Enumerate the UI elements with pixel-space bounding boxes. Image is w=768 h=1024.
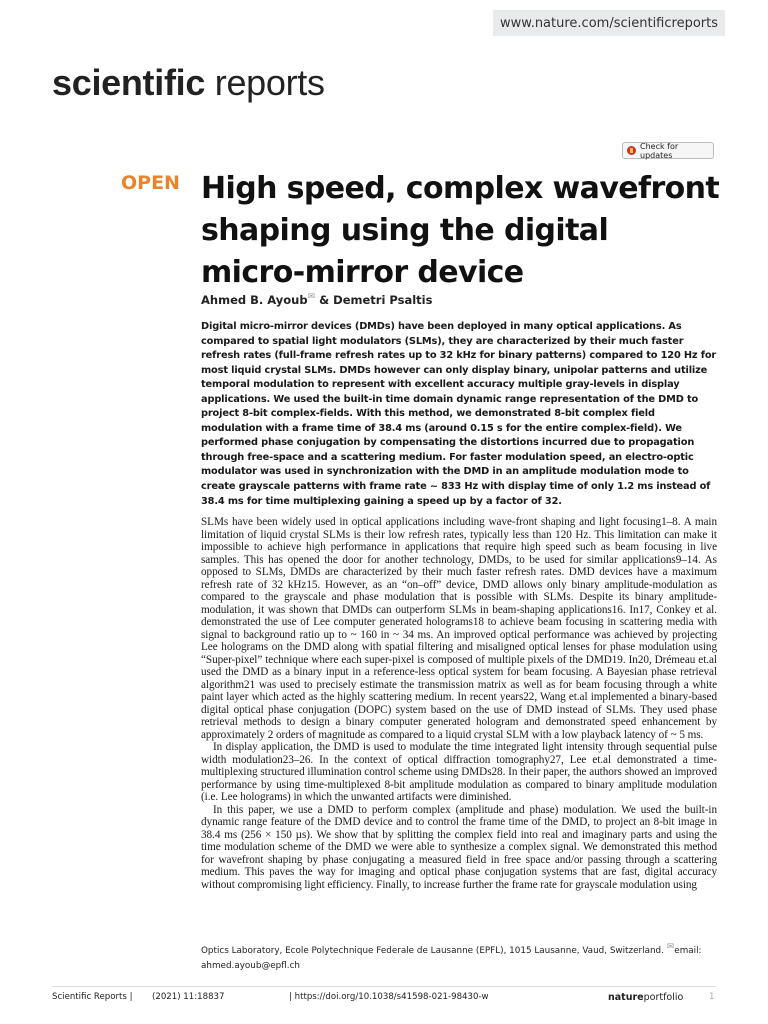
author-name[interactable]: Ahmed B. Ayoub — [201, 292, 308, 307]
footer-doi[interactable]: | https://doi.org/10.1038/s41598-021-98430-w — [289, 992, 489, 1002]
journal-url[interactable]: www.nature.com/scientificreports — [493, 10, 725, 36]
footer-journal: Scientific Reports | — [52, 992, 133, 1002]
email-envelope-icon[interactable]: ✉ — [307, 292, 316, 302]
email-label: email: — [674, 945, 702, 956]
email-address[interactable]: ahmed.ayoub@epfl.ch — [201, 960, 301, 971]
abstract: Digital micro-mirror devices (DMDs) have been deployed in many optical applications. As compared to spatial light modulators (SLMs), they are characterized by their much faster refresh rates (full-frame refresh rates up to 32 kHz for binary patterns) compared to 120 Hz for most liquid crystal SLMs. DMDs however can only display binary, unipolar patterns and utilize temporal modulation to represent with excellent accuracy multiple gray-levels in display applications. We used the built-in time domain dynamic range representation of the DMD to project 8-bit complex-fields. With this method, we demonstrated 8-bit complex field modulation with a frame time of 38.4 ms (around 0.15 s for the entire complex-field). We performed phase conjugation by compensating the distortions incurred due to propagation through free-space and a scattering medium. For faster modulation speed, an electro-optic modulator was used in synchronization with the DMD in an amplitude modulation mode to create grayscale patterns with frame rate ~ 833 Hz with display time of only 1.2 ms instead of 38.4 ms for time multiplexing gaining a speed up by a factor of 32. — [201, 321, 717, 507]
page-number: 1 — [709, 992, 715, 1002]
author-name[interactable]: Demetri Psaltis — [333, 292, 433, 307]
journal-logo-bold: scientific — [52, 62, 206, 103]
footer-volume: (2021) 11:18837 — [152, 992, 225, 1002]
footer-divider — [52, 986, 716, 987]
author-separator: & — [315, 292, 334, 307]
article-title: High speed, complex wavefront shaping using the digital micro-mirror device — [201, 171, 720, 290]
journal-logo-light: reports — [205, 62, 325, 103]
updates-icon — [627, 146, 636, 155]
article-body — [201, 516, 717, 891]
check-for-updates-button[interactable] — [622, 142, 714, 159]
affiliation — [201, 940, 721, 974]
nature-portfolio-logo — [608, 992, 683, 1003]
body-paragraph: In display application, the DMD is used to modulate the time integrated light intensity through sequential pulse width modulation23–26. In the context of optical diffraction tomography27, Lee et.al demonstrated a time-multiplexing structured illumination control scheme using DMDs28. In their paper, the authors showed an improved performance by using time-multiplexed 8-bit amplitude modulation as compared to binary amplitude modulation (i.e. Lee holograms) in which the unwanted artifacts were diminished. — [201, 741, 717, 803]
body-paragraph: SLMs have been widely used in optical applications including wave-front shaping and light focusing1–8. A main limitation of liquid crystal SLMs is their low refresh rates, typically less than 120 Hz. This limitation can make it impossible to achieve high performance in applications that require high speed such as beam focusing in live samples. This has opened the door for another technology, DMDs, to be used for similar applications9–14. As opposed to SLMs, DMDs are characterized by their much faster refresh rates. DMD devices have a maximum refresh rate of 32 kHz15. However, as an “on–off” device, DMD allows only binary amplitude-modulation as compared to the grayscale and phase modulation that is possible with SLMs. Despite its binary amplitude-modulation, it was shown that DMDs can outperform SLMs in beam-shaping applications16. In17, Conkey et al. demonstrated the use of Lee computer generated holograms18 to achieve beam focusing in scattering media with signal to background ratio up to ~ 160 in ~ 34 ms. An improved optical performance was achieved by projecting Lee holograms on the DMD along with spatial filtering and misaligned optical lenses for phase modulation using “Super-pixel” technique where each super-pixel is composed of multiple pixels of the DMD19. In20, Drémeau et.al used the DMD as a binary input in a reference-less optical system for beam focusing. A Bayesian phase retrieval algorithm21 was used to precisely estimate the transmission matrix as well as for beam focusing through a white paint layer which acted as the highly scattering medium. In recent years22, Wang et.al implemented a binary-based digital optical phase conjugation (DOPC) system based on the use of DMD instead of SLMs. They used phase retrieval methods to design a binary computer generated hologram and demonstrated speed enhancement by approximately 2 orders of magnitude as compared to a liquid crystal SLM with a low playback latency of ~ 5 ms. — [201, 516, 717, 741]
open-access-label: OPEN — [121, 172, 180, 194]
journal-logo — [52, 62, 325, 104]
brand-bold: nature — [608, 992, 644, 1003]
check-for-updates-label: Check for updates — [640, 141, 679, 160]
brand-light: portfolio — [643, 992, 684, 1003]
email-envelope-icon: ✉ — [666, 942, 675, 952]
author-list — [201, 292, 432, 307]
body-paragraph: In this paper, we use a DMD to perform complex (amplitude and phase) modulation. We used the built-in dynamic range feature of the DMD device and to control the frame time of the DMD, to project an 8-bit image in 38.4 ms (256 × 150 µs). We show that by splitting the complex field into real and imaginary parts and using the time modulation scheme of the DMD we were able to synthesize a complex signal. We demonstrated this method for wavefront shaping by phase conjugating a measured field in free space and/or passing through a scattering medium. This paves the way for imaging and optical phase conjugation systems that are fast, digital accuracy without compromising light efficiency. Finally, to increase further the frame rate for grayscale modulation using — [201, 803, 717, 891]
affiliation-text: Optics Laboratory, Ecole Polytechnique Federale de Lausanne (EPFL), 1015 Lausanne, Vaud, Switzerland. — [201, 945, 664, 956]
